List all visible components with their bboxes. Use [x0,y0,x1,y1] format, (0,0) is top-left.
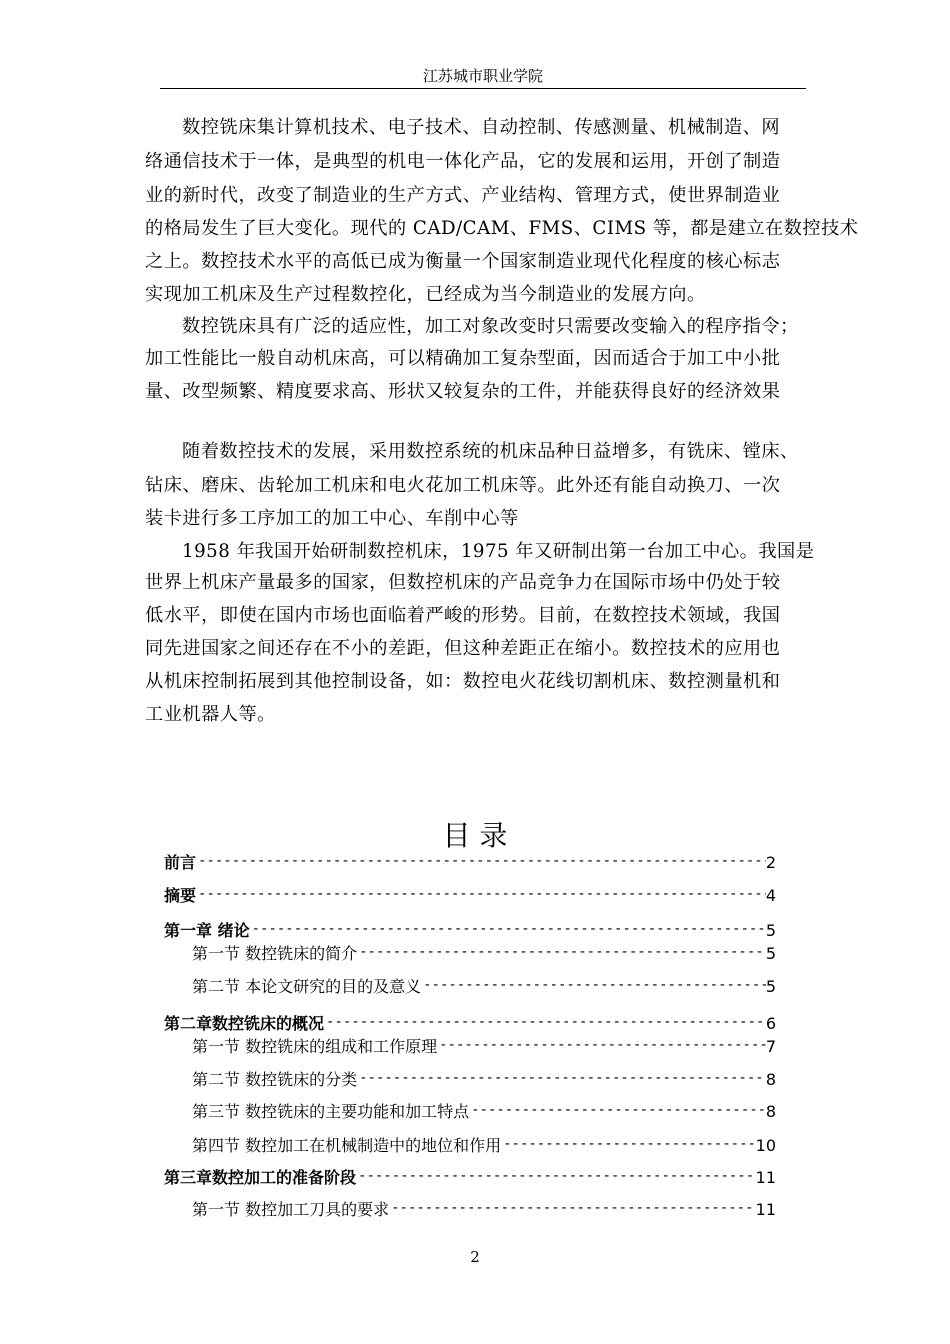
toc-entry-chapter-3[interactable] [164,1165,776,1189]
body-line: 世界上机床产量最多的国家，但数控机床的产品竞争力在国际市场中仍处于较 [145,572,781,593]
toc-entry-label: 第一节 数控加工刀具的要求 [192,1200,390,1219]
body-line: 的格局发生了巨大变化。现代的 CAD/CAM、FMS、CIMS 等，都是建立在数控技术 [145,218,859,239]
toc-entry-label: 第三节 数控铣床的主要功能和加工特点 [192,1102,470,1121]
toc-entry-section-2-4[interactable] [192,1133,776,1157]
toc-leader-dashes [198,883,766,905]
toc-leader-dashes [198,850,766,872]
toc-leader-dashes [359,1067,766,1089]
body-line: 数控铣床集计算机技术、电子技术、自动控制、传感测量、机械制造、网 [182,117,781,138]
body-line: 络通信技术于一体，是典型的机电一体化产品，它的发展和运用，开创了制造 [145,151,781,172]
toc-entry-page: 4 [765,886,776,905]
body-line: 低水平，即使在国内市场也面临着严峻的形势。目前，在数控技术领域，我国 [145,605,781,626]
body-line: 之上。数控技术水平的高低已成为衡量一个国家制造业现代化程度的核心标志 [145,251,781,272]
toc-leader-dashes [391,1197,756,1219]
toc-leader-dashes [326,1011,766,1033]
toc-entry-label: 第四节 数控加工在机械制造中的地位和作用 [192,1136,502,1155]
toc-entry-page: 10 [755,1136,776,1155]
toc-entry-page: 6 [765,1014,776,1033]
body-line: 装卡进行多工序加工的加工中心、车削中心等 [145,508,519,529]
toc-leader-dashes [423,974,766,996]
body-line: 业的新时代，改变了制造业的生产方式、产业结构、管理方式，使世界制造业 [145,185,781,206]
toc-entry-label: 第三章数控加工的准备阶段 [164,1168,357,1187]
toc-entry-page: 7 [765,1037,776,1056]
toc-entry-label: 第二章数控铣床的概况 [164,1014,325,1033]
toc-entry-label: 前言 [164,853,197,872]
toc-entry-page: 11 [755,1200,776,1219]
toc-leader-dashes [471,1099,766,1121]
body-line: 数控铣床具有广泛的适应性，加工对象改变时只需要改变输入的程序指令； [182,316,799,337]
toc-entry-page: 2 [765,853,776,872]
toc-entry-label: 第一章 绪论 [164,921,250,940]
toc-title: 目 录 [442,819,508,852]
toc-entry-section-2-2[interactable] [192,1067,776,1091]
body-line: 量、改型频繁、精度要求高、形状又较复杂的工件，并能获得良好的经济效果 [145,381,781,402]
toc-entry-chapter-1[interactable] [164,918,776,942]
toc-entry-label: 第一节 数控铣床的组成和工作原理 [192,1037,438,1056]
body-line: 从机床控制拓展到其他控制设备，如：数控电火花线切割机床、数控测量机和 [145,671,781,692]
toc-entry-page: 5 [765,977,776,996]
toc-entry-label: 第二节 数控铣床的分类 [192,1070,358,1089]
toc-entry-page: 11 [755,1168,776,1187]
toc-entry-section-2-1[interactable] [192,1034,776,1058]
body-line: 随着数控技术的发展，采用数控系统的机床品种日益增多，有铣床、镗床、 [182,441,799,462]
toc-entry-section-3-1[interactable] [192,1197,776,1221]
toc-entry-page: 5 [765,944,776,963]
toc-entry-label: 第二节 本论文研究的目的及意义 [192,977,422,996]
toc-leader-dashes [358,1165,756,1187]
toc-entry-page: 5 [765,921,776,940]
toc-entry-abstract[interactable] [164,883,776,907]
body-line: 加工性能比一般自动机床高，可以精确加工复杂型面，因而适合于加工中小批 [145,348,781,369]
toc-leader-dashes [359,941,766,963]
body-line: 1958 年我国开始研制数控机床，1975 年又研制出第一台加工中心。我国是 [182,541,815,562]
body-line: 同先进国家之间还存在不小的差距，但这种差距正在缩小。数控技术的应用也 [145,638,781,659]
toc-entry-label: 摘要 [164,886,197,905]
toc-entry-page: 8 [765,1102,776,1121]
toc-entry-label: 第一节 数控铣床的简介 [192,944,358,963]
toc-entry-page: 8 [765,1070,776,1089]
toc-entry-section-1-2[interactable] [192,974,776,998]
body-line: 钻床、磨床、齿轮加工机床和电火花加工机床等。此外还有能自动换刀、一次 [145,475,781,496]
body-line: 实现加工机床及生产过程数控化，已经成为当今制造业的发展方向。 [145,284,706,305]
toc-entry-section-1-1[interactable] [192,941,776,965]
page-number: 2 [470,1248,480,1266]
toc-entry-section-2-3[interactable] [192,1099,776,1123]
header-divider [160,88,806,89]
toc-leader-dashes [503,1133,756,1155]
toc-entry-preface[interactable] [164,850,776,874]
body-line: 工业机器人等。 [145,704,276,725]
running-header: 江苏城市职业学院 [422,67,543,85]
toc-entry-chapter-2[interactable] [164,1011,776,1035]
toc-leader-dashes [252,918,766,940]
toc-leader-dashes [439,1034,766,1056]
